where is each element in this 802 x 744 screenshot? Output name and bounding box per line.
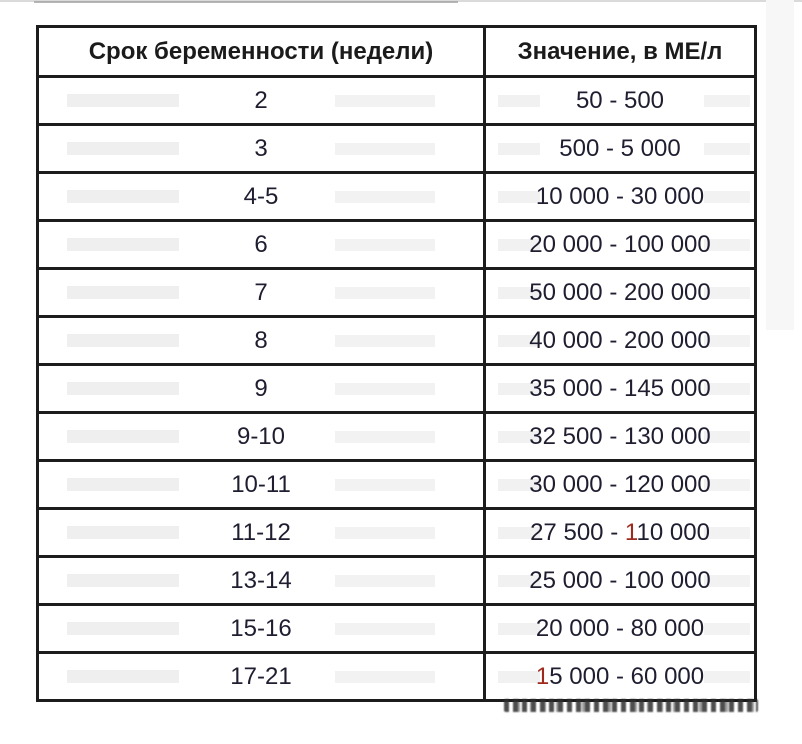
- week-cell: 9-10: [38, 413, 485, 461]
- value-cell: 50 - 500: [485, 77, 756, 125]
- week-cell: 4-5: [38, 173, 485, 221]
- week-cell: 13-14: [38, 557, 485, 605]
- value-cell: 10 000 - 30 000: [485, 173, 756, 221]
- table-row: [38, 605, 756, 653]
- header-row: [38, 27, 756, 77]
- week-cell: 2: [38, 77, 485, 125]
- table-row: [38, 269, 756, 317]
- value-cell: 500 - 5 000: [485, 125, 756, 173]
- week-cell: 3: [38, 125, 485, 173]
- table-row: [38, 221, 756, 269]
- week-cell: 15-16: [38, 605, 485, 653]
- table-row: [38, 173, 756, 221]
- header-value: Значение, в МЕ/л: [485, 27, 756, 77]
- value-cell: 32 500 - 130 000: [485, 413, 756, 461]
- right-edge-shading: [766, 0, 794, 330]
- value-cell: 50 000 - 200 000: [485, 269, 756, 317]
- table-header: [38, 27, 756, 77]
- week-cell: 8: [38, 317, 485, 365]
- week-cell: 6: [38, 221, 485, 269]
- value-cell: 27 500 - 110 000: [485, 509, 756, 557]
- header-week: Срок беременности (недели): [38, 27, 485, 77]
- hcg-levels-table: [36, 25, 757, 702]
- week-cell: 11-12: [38, 509, 485, 557]
- value-cell: 25 000 - 100 000: [485, 557, 756, 605]
- table-row: [38, 317, 756, 365]
- value-cell: 20 000 - 80 000: [485, 605, 756, 653]
- table-row: [38, 77, 756, 125]
- table-row: [38, 461, 756, 509]
- table-body: [38, 77, 756, 701]
- week-cell: 9: [38, 365, 485, 413]
- week-cell: 7: [38, 269, 485, 317]
- week-cell: 17-21: [38, 653, 485, 701]
- week-cell: 10-11: [38, 461, 485, 509]
- value-cell: 35 000 - 145 000: [485, 365, 756, 413]
- table-row: [38, 509, 756, 557]
- watermark: [504, 699, 758, 712]
- table-row: [38, 413, 756, 461]
- table-row: [38, 557, 756, 605]
- value-cell: 20 000 - 100 000: [485, 221, 756, 269]
- value-cell: 15 000 - 60 000: [485, 653, 756, 701]
- table-row: [38, 125, 756, 173]
- value-cell: 30 000 - 120 000: [485, 461, 756, 509]
- top-edge-line-dark-segment: [34, 1, 458, 3]
- table-row: [38, 365, 756, 413]
- value-cell: 40 000 - 200 000: [485, 317, 756, 365]
- table-row: [38, 653, 756, 701]
